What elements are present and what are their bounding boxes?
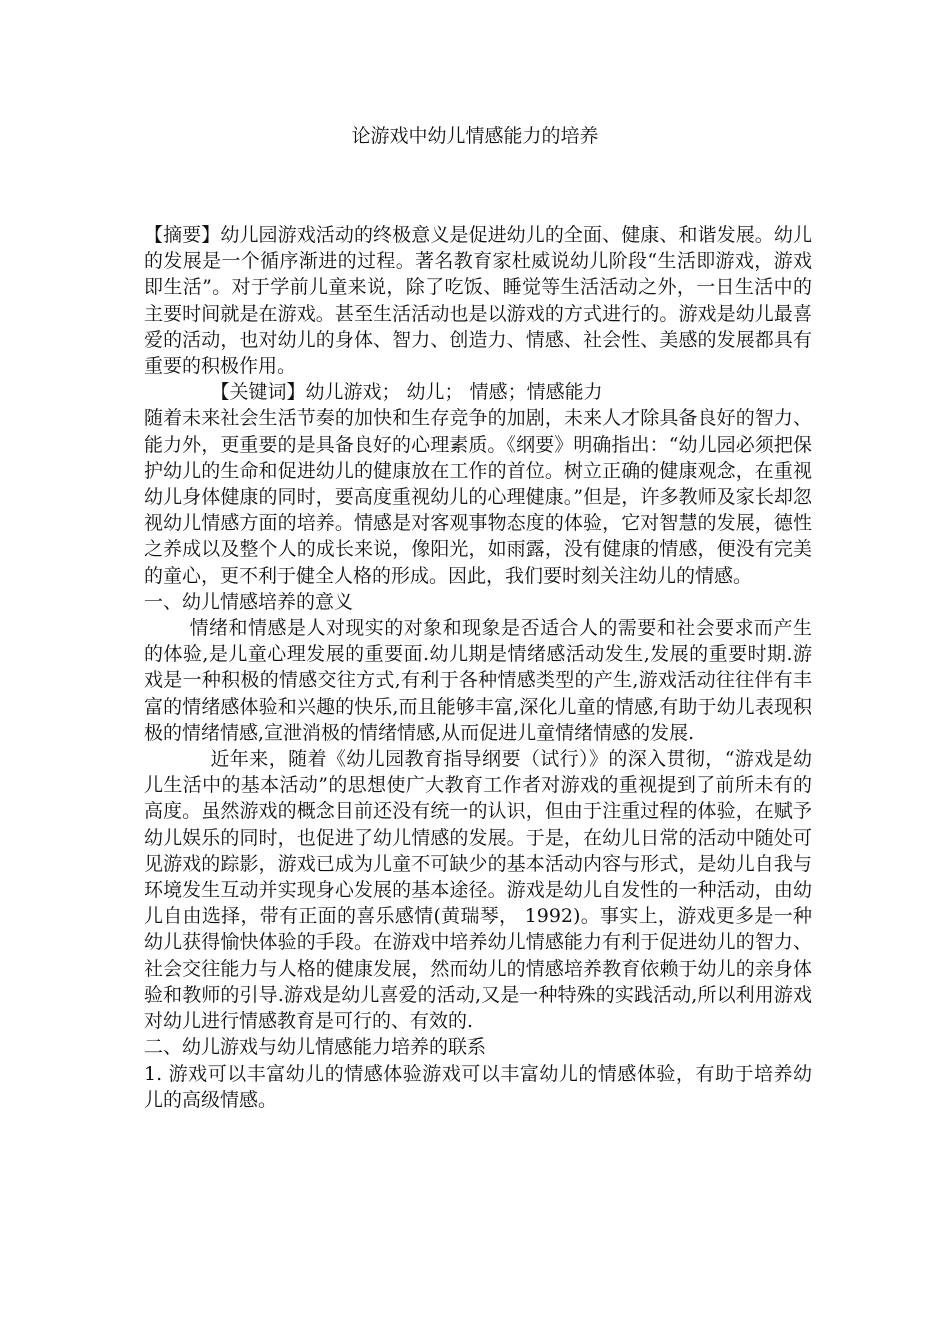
section-heading-2: 二、幼儿游戏与幼儿情感能力培养的联系: [144, 1036, 487, 1059]
section-heading-1: 一、幼儿情感培养的意义: [144, 590, 354, 613]
document-body: [144, 222, 812, 1113]
keywords-paragraph: 【关键词】幼儿游戏； 幼儿； 情感；情感能力: [210, 381, 603, 404]
section1-paragraph-1: 情绪和情感是人对现实的对象和现象是否适合人的需要和社会要求而产生的体验,是儿童心理发展的重要面.幼儿期是情绪感活动发生,发展的重要时期.游戏是一种积极的情感交往方式,有利于各种情感类型的产生,游戏活动往往伴有丰富的情绪感体验和兴趣的快乐,而且能够丰富,深化儿童的情感,有助于幼儿表现积极的情绪情感,宣泄消极的情绪情感,从而促进儿童情绪情感的发展.: [144, 617, 812, 744]
document-title: 论游戏中幼儿情感能力的培养: [351, 125, 599, 147]
abstract-paragraph: 【摘要】幼儿园游戏活动的终极意义是促进幼儿的全面、健康、和谐发展。幼儿的发展是一个循序渐进的过程。著名教育家杜威说幼儿阶段“生活即游戏，游戏即生活”。对于学前儿童来说，除了吃饭、睡觉等生活活动之外，一日生活中的主要时间就是在游戏。甚至生活活动也是以游戏的方式进行的。游戏是幼儿最喜爱的活动，也对幼儿的身体、智力、创造力、情感、社会性、美感的发展都具有重要的积极作用。: [144, 224, 812, 378]
section1-paragraph-2: 近年来，随着《幼儿园教育指导纲要（试行）》的深入贯彻，“游戏是幼儿生活中的基本活动”的思想使广大教育工作者对游戏的重视提到了前所未有的高度。虽然游戏的概念目前还没有统一的认识，但由于注重过程的体验，在赋予幼儿娱乐的同时，也促进了幼儿情感的发展。于是，在幼儿日常的活动中随处可见游戏的踪影，游戏已成为儿童不可缺少的基本活动内容与形式，是幼儿自我与环境发生互动并实现身心发展的基本途径。游戏是幼儿自发性的一种活动，由幼儿自由选择，带有正面的喜乐感情(黄瑞琴， 1992)。事实上，游戏更多是一种幼儿获得愉快体验的手段。在游戏中培养幼儿情感能力有利于促进幼儿的智力、社会交往能力与人格的健康发展，然而幼儿的情感培养教育依赖于幼儿的亲身体验和教师的引导.游戏是幼儿喜爱的活动,又是一种特殊的实践活动,所以利用游戏对幼儿进行情感教育是可行的、有效的.: [144, 748, 812, 1033]
intro-paragraph: 随着未来社会生活节奏的加快和生存竞争的加剧，未来人才除具备良好的智力、能力外，更重要的是具备良好的心理素质。《纲要》明确指出：“幼儿园必须把保护幼儿的生命和促进幼儿的健康放在工作的首位。树立正确的健康观念，在重视幼儿身体健康的同时，要高度重视幼儿的心理健康。”但是，许多教师及家长却忽视幼儿情感方面的培养。情感是对客观事物态度的体验，它对智慧的发展，德性之养成以及整个人的成长来说，像阳光，如雨露，没有健康的情感，便没有完美的童心，更不利于健全人格的形成。因此，我们要时刻关注幼儿的情感。: [144, 407, 812, 587]
section2-paragraph-1: 1. 游戏可以丰富幼儿的情感体验游戏可以丰富幼儿的情感体验，有助于培养幼儿的高级情感。: [144, 1062, 812, 1111]
